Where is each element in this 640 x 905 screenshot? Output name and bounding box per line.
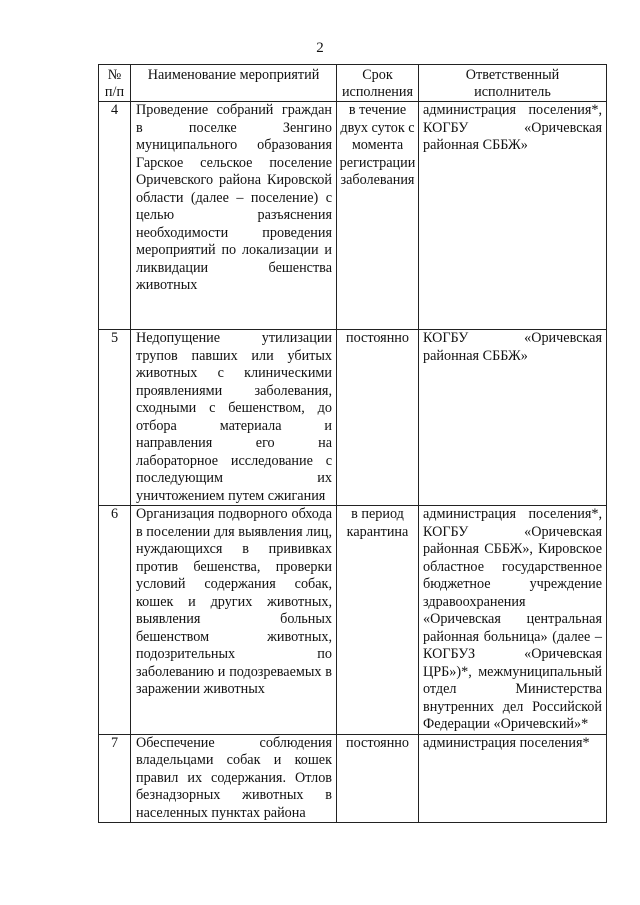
page-number: 2 (316, 40, 324, 56)
row-number: 7 (99, 734, 131, 823)
row-term: постоянно (337, 330, 419, 506)
activities-table (98, 64, 607, 823)
row-activity: Организация подворного обхода в поселении для выявления лиц, нуждающихся в прививках против бешенства, проверки условий содержания собак, кошек и других животных, выявления больных бешенством животных, подозрительных по заболеванию и подозреваемых в заражении животных (131, 506, 337, 735)
table-header-row (99, 65, 607, 102)
header-responsible (419, 65, 607, 102)
row-activity: Недопущение утилизации трупов павших или убитых животных с клиническими проявлениями заболевания, сходными с бешенством, до отбора материала и направления его на лабораторное исследование с последующим их уничтожением путем сжигания (131, 330, 337, 506)
row-number: 5 (99, 330, 131, 506)
header-number (99, 65, 131, 102)
table-row (99, 330, 607, 506)
row-number: 6 (99, 506, 131, 735)
header-number-line1: № (107, 67, 122, 83)
row-term: постоянно (337, 734, 419, 823)
table-row (99, 506, 607, 735)
row-responsible: администрация поселения*, КОГБУ «Оричевская районная СББЖ» (419, 102, 607, 330)
header-activity-name: Наименование мероприятий (131, 65, 337, 102)
header-number-line2: п/п (104, 84, 125, 100)
header-term-line2: исполнения (341, 84, 414, 100)
row-term: в течение двух суток с момента регистрации заболевания (337, 102, 419, 330)
header-responsible-line1: Ответственный (465, 67, 560, 83)
row-activity: Проведение собраний граждан в поселке Зенгино муниципального образования Гарское сельское поселение Оричевского района Кировской области (далее – поселение) с целью разъяснения необходимости проведения мероприятий по локализации и ликвидации бешенства животных (131, 102, 337, 330)
row-responsible: администрация поселения*, КОГБУ «Оричевская районная СББЖ», Кировское областное государственное бюджетное учреждение здравоохранения «Оричевская центральная районная больница» (далее – КОГБУЗ «Оричевская ЦРБ»)*, межмуниципальный отдел Министерства внутренних дел Российской Федерации «Оричевский»* (419, 506, 607, 735)
table-row (99, 734, 607, 823)
header-responsible-line2: исполнитель (474, 84, 551, 100)
table-row (99, 102, 607, 330)
row-responsible: администрация поселения* (419, 734, 607, 823)
header-term (337, 65, 419, 102)
row-term: в период карантина (337, 506, 419, 735)
row-responsible: КОГБУ «Оричевская районная СББЖ» (419, 330, 607, 506)
row-number: 4 (99, 102, 131, 330)
row-activity: Обеспечение соблюдения владельцами собак и кошек правил их содержания. Отлов безнадзорных животных в населенных пунктах района (131, 734, 337, 823)
header-term-line1: Срок (362, 67, 393, 83)
